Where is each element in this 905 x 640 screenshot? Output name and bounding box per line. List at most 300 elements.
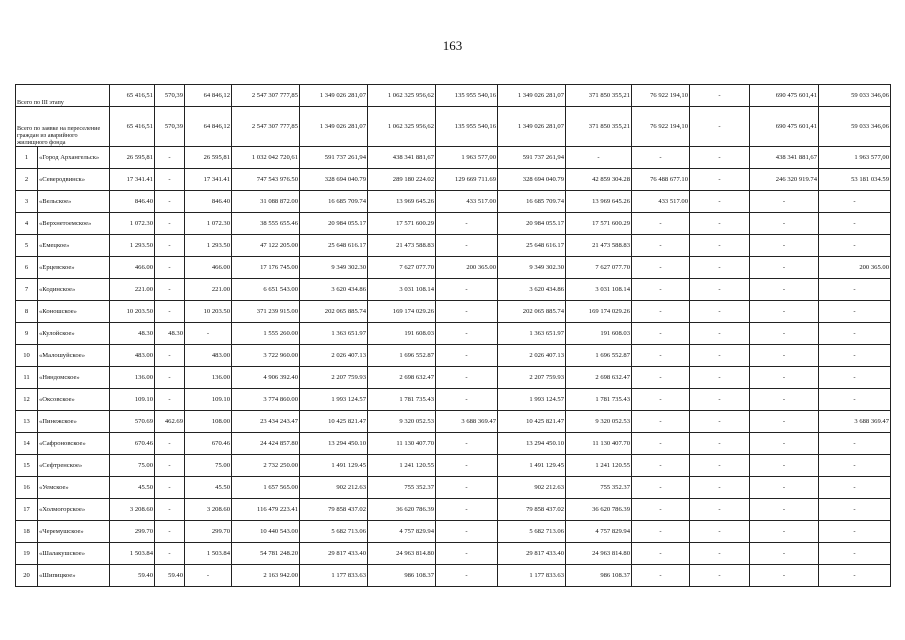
table-cell: 1 072.30 <box>185 213 232 235</box>
municipality-name: «Сафроновское» <box>38 433 110 455</box>
table-cell: 1 349 026 281,07 <box>300 85 368 107</box>
table-cell: - <box>690 565 750 587</box>
table-cell: 299.70 <box>110 521 155 543</box>
table-cell: 1 993 124.57 <box>300 389 368 411</box>
table-cell: 38 555 655.46 <box>232 213 300 235</box>
table-cell: - <box>750 389 819 411</box>
table-cell: 570,39 <box>155 107 185 147</box>
table-cell: 570.69 <box>110 411 155 433</box>
table-cell: 1 177 833.63 <box>300 565 368 587</box>
table-cell: - <box>436 213 498 235</box>
table-cell: - <box>750 477 819 499</box>
table-cell: - <box>690 279 750 301</box>
row-number: 18 <box>16 521 38 543</box>
municipality-name: «Верхнетоемское» <box>38 213 110 235</box>
table-cell: - <box>690 301 750 323</box>
table-cell: - <box>750 543 819 565</box>
table-cell: 2 207 759.93 <box>300 367 368 389</box>
table-cell: 755 352.37 <box>566 477 632 499</box>
table-cell: 221.00 <box>185 279 232 301</box>
table-cell: 13 294 450.10 <box>300 433 368 455</box>
table-cell: 4 757 829.94 <box>566 521 632 543</box>
table-cell: 2 698 632.47 <box>368 367 436 389</box>
table-cell: 7 627 077.70 <box>566 257 632 279</box>
municipality-name: «Малошуйское» <box>38 345 110 367</box>
table-cell: 3 208.60 <box>185 499 232 521</box>
table-cell: - <box>690 499 750 521</box>
table-cell: - <box>632 345 690 367</box>
table-cell: 3 031 108.14 <box>368 279 436 301</box>
table-cell: - <box>819 213 891 235</box>
row-number: 16 <box>16 477 38 499</box>
table-row <box>16 389 891 411</box>
table-cell: 25 648 616.17 <box>498 235 566 257</box>
table-cell: 246 320 919.74 <box>750 169 819 191</box>
table-cell: - <box>819 279 891 301</box>
table-cell: 1 363 651.97 <box>300 323 368 345</box>
municipality-name: «Сефтренское» <box>38 455 110 477</box>
table-cell: - <box>819 455 891 477</box>
row-number: 9 <box>16 323 38 345</box>
row-number: 14 <box>16 433 38 455</box>
table-cell: 31 088 872.00 <box>232 191 300 213</box>
table-row <box>16 455 891 477</box>
table-cell: 64 846,12 <box>185 85 232 107</box>
table-cell: 1 503.84 <box>185 543 232 565</box>
table-cell: - <box>632 257 690 279</box>
table-cell: - <box>750 521 819 543</box>
table-cell: - <box>155 279 185 301</box>
table-cell: 902 212.63 <box>498 477 566 499</box>
table-cell: 466.00 <box>185 257 232 279</box>
table-cell: - <box>690 169 750 191</box>
table-cell: 1 363 651.97 <box>498 323 566 345</box>
table-row <box>16 301 891 323</box>
table-cell: - <box>155 147 185 169</box>
table-cell: 3 620 434.86 <box>498 279 566 301</box>
table-cell: - <box>819 367 891 389</box>
row-number: 11 <box>16 367 38 389</box>
table-cell: - <box>632 213 690 235</box>
table-cell: 986 108.37 <box>368 565 436 587</box>
row-number: 12 <box>16 389 38 411</box>
table-cell: - <box>750 499 819 521</box>
table-cell: 1 491 129.45 <box>498 455 566 477</box>
table-cell: - <box>436 389 498 411</box>
table-row <box>16 411 891 433</box>
table-cell: 3 722 960.00 <box>232 345 300 367</box>
table-cell: - <box>185 565 232 587</box>
table-cell: 65 416,51 <box>110 85 155 107</box>
table-cell: 17 571 600.29 <box>566 213 632 235</box>
table-cell: - <box>750 257 819 279</box>
table-cell: 747 543 976.50 <box>232 169 300 191</box>
table-cell: - <box>750 455 819 477</box>
table-cell: 1 241 120.55 <box>368 455 436 477</box>
table-cell: 47 122 205.00 <box>232 235 300 257</box>
table-row <box>16 169 891 191</box>
table-cell: - <box>819 477 891 499</box>
table-cell: - <box>690 521 750 543</box>
table-cell: 591 737 261,94 <box>300 147 368 169</box>
table-cell: - <box>819 191 891 213</box>
table-cell: - <box>819 323 891 345</box>
table-cell: 2 698 632.47 <box>566 367 632 389</box>
table-cell: 690 475 601,41 <box>750 107 819 147</box>
table-cell: 79 858 437.02 <box>498 499 566 521</box>
table-cell: - <box>436 279 498 301</box>
table-cell: - <box>690 85 750 107</box>
table-cell: 986 108.37 <box>566 565 632 587</box>
table-cell: - <box>750 565 819 587</box>
table-cell: - <box>155 235 185 257</box>
table-cell: - <box>155 191 185 213</box>
table-cell: 1 062 325 956,62 <box>368 107 436 147</box>
table-cell: - <box>819 389 891 411</box>
table-cell: - <box>750 367 819 389</box>
table-cell: 21 473 588.83 <box>566 235 632 257</box>
table-cell: 9 320 052.53 <box>566 411 632 433</box>
table-cell: 48.30 <box>110 323 155 345</box>
table-cell: - <box>750 301 819 323</box>
table-cell: 17 571 600.29 <box>368 213 436 235</box>
table-cell: 289 180 224.02 <box>368 169 436 191</box>
table-cell: 1 293.50 <box>185 235 232 257</box>
table-cell: 433 517.00 <box>632 191 690 213</box>
table-cell: - <box>690 345 750 367</box>
table-cell: - <box>436 345 498 367</box>
municipality-name: «Шипицкое» <box>38 565 110 587</box>
table-cell: 202 065 885.74 <box>498 301 566 323</box>
table-cell: 24 963 814.80 <box>566 543 632 565</box>
table-cell: - <box>632 433 690 455</box>
table-cell: 17 341.41 <box>110 169 155 191</box>
table-cell: - <box>819 521 891 543</box>
table-cell: 24 424 857.80 <box>232 433 300 455</box>
table-cell: - <box>819 235 891 257</box>
row-number: 8 <box>16 301 38 323</box>
table-cell: 1 555 260.00 <box>232 323 300 345</box>
table-cell: 59.40 <box>155 565 185 587</box>
table-cell: - <box>819 499 891 521</box>
table-cell: 200 365.00 <box>819 257 891 279</box>
table-cell: - <box>436 543 498 565</box>
municipality-name: «Емецкое» <box>38 235 110 257</box>
table-cell: - <box>819 565 891 587</box>
municipality-name: «Коношское» <box>38 301 110 323</box>
table-cell: 202 065 885.74 <box>300 301 368 323</box>
table-cell: 16 685 709.74 <box>300 191 368 213</box>
table-cell: 462.69 <box>155 411 185 433</box>
table-cell: 1 781 735.43 <box>368 389 436 411</box>
table-cell: 13 969 645.26 <box>368 191 436 213</box>
table-cell: 1 349 026 281,07 <box>498 85 566 107</box>
table-cell: - <box>632 455 690 477</box>
table-cell: 1 696 552.87 <box>566 345 632 367</box>
table-cell: - <box>690 323 750 345</box>
table-cell: 3 620 434.86 <box>300 279 368 301</box>
table-cell: - <box>632 499 690 521</box>
table-cell: - <box>690 543 750 565</box>
table-cell: 5 682 713.06 <box>300 521 368 543</box>
table-cell: 1 963 577,00 <box>436 147 498 169</box>
table-cell: 36 620 786.39 <box>368 499 436 521</box>
table-cell: - <box>690 367 750 389</box>
row-number: 10 <box>16 345 38 367</box>
table-cell: - <box>690 433 750 455</box>
table-cell: - <box>436 477 498 499</box>
table-cell: 169 174 029.26 <box>566 301 632 323</box>
table-cell: 670.46 <box>110 433 155 455</box>
table-cell: 846.40 <box>185 191 232 213</box>
table-cell: 10 425 821.47 <box>498 411 566 433</box>
municipality-name: «Шалакушское» <box>38 543 110 565</box>
row-number: 4 <box>16 213 38 235</box>
table-cell: 591 737 261,94 <box>498 147 566 169</box>
table-cell: 3 774 860.00 <box>232 389 300 411</box>
table-cell: 42 859 304.28 <box>566 169 632 191</box>
table-cell: - <box>750 235 819 257</box>
table-cell: 21 473 588.83 <box>368 235 436 257</box>
table-cell: - <box>632 477 690 499</box>
table-cell: 23 434 243.47 <box>232 411 300 433</box>
table-cell: 483.00 <box>185 345 232 367</box>
table-cell: - <box>632 565 690 587</box>
table-cell: 371 850 355,21 <box>566 85 632 107</box>
table-row <box>16 191 891 213</box>
table-cell: 1 032 042 720,61 <box>232 147 300 169</box>
row-number: 19 <box>16 543 38 565</box>
table-cell: - <box>155 389 185 411</box>
table-cell: - <box>750 433 819 455</box>
table-cell: 9 320 052.53 <box>368 411 436 433</box>
table-cell: 1 177 833.63 <box>498 565 566 587</box>
table-cell: 1 349 026 281,07 <box>498 107 566 147</box>
table-cell: - <box>690 411 750 433</box>
table-cell: 76 488 677.10 <box>632 169 690 191</box>
municipality-name: «Кулойское» <box>38 323 110 345</box>
table-cell: 26 595,81 <box>110 147 155 169</box>
table-cell: 570,39 <box>155 85 185 107</box>
table-row <box>16 477 891 499</box>
table-cell: - <box>155 455 185 477</box>
table-cell: 59 033 346,06 <box>819 85 891 107</box>
table-cell: 328 694 040.79 <box>300 169 368 191</box>
table-cell: - <box>632 147 690 169</box>
table-cell: - <box>632 367 690 389</box>
table-cell: - <box>819 543 891 565</box>
table-cell: - <box>436 521 498 543</box>
table-cell: - <box>690 257 750 279</box>
table-cell: - <box>155 169 185 191</box>
municipality-name: «Вельское» <box>38 191 110 213</box>
table-cell: 45.50 <box>110 477 155 499</box>
table-cell: 1 503.84 <box>110 543 155 565</box>
table-cell: 2 547 307 777,85 <box>232 107 300 147</box>
table-row <box>16 499 891 521</box>
table-cell: 438 341 881,67 <box>368 147 436 169</box>
table-cell: 10 203.50 <box>110 301 155 323</box>
table-cell: - <box>436 367 498 389</box>
table-cell: 26 595,81 <box>185 147 232 169</box>
table-cell: 64 846,12 <box>185 107 232 147</box>
table-cell: 200 365.00 <box>436 257 498 279</box>
table-cell: - <box>436 235 498 257</box>
table-cell: 1 241 120.55 <box>566 455 632 477</box>
table-cell: 433 517.00 <box>436 191 498 213</box>
table-cell: 1 993 124.57 <box>498 389 566 411</box>
municipality-name: «Уемское» <box>38 477 110 499</box>
row-number: 15 <box>16 455 38 477</box>
table-cell: 6 651 543.00 <box>232 279 300 301</box>
table-cell: 4 757 829.94 <box>368 521 436 543</box>
table-cell: - <box>690 389 750 411</box>
table-cell: 48.30 <box>155 323 185 345</box>
table-cell: 371 239 915.00 <box>232 301 300 323</box>
table-row <box>16 213 891 235</box>
table-cell: 902 212.63 <box>300 477 368 499</box>
table-cell: 75.00 <box>110 455 155 477</box>
table-cell: 59 033 346,06 <box>819 107 891 147</box>
table-cell: 17 341.41 <box>185 169 232 191</box>
table-cell: - <box>185 323 232 345</box>
table-cell: 10 425 821.47 <box>300 411 368 433</box>
table-cell: 466.00 <box>110 257 155 279</box>
table-cell: - <box>155 499 185 521</box>
table-cell: 10 440 543.00 <box>232 521 300 543</box>
table-cell: 59.40 <box>110 565 155 587</box>
table-cell: 1 781 735.43 <box>566 389 632 411</box>
table-cell: - <box>155 543 185 565</box>
table-cell: 3 031 108.14 <box>566 279 632 301</box>
table-cell: 3 208.60 <box>110 499 155 521</box>
table-cell: 11 130 407.70 <box>566 433 632 455</box>
table-cell: 191 608.03 <box>566 323 632 345</box>
table-row <box>16 279 891 301</box>
table-cell: - <box>690 477 750 499</box>
table-cell: 2 207 759.93 <box>498 367 566 389</box>
table-cell: 5 682 713.06 <box>498 521 566 543</box>
table-cell: - <box>632 543 690 565</box>
row-number: 6 <box>16 257 38 279</box>
row-number: 5 <box>16 235 38 257</box>
table-cell: 2 732 250.00 <box>232 455 300 477</box>
table-cell: 1 963 577,00 <box>819 147 891 169</box>
table-cell: - <box>436 323 498 345</box>
table-cell: 109.10 <box>110 389 155 411</box>
table-cell: 13 969 645.26 <box>566 191 632 213</box>
table-cell: - <box>155 257 185 279</box>
table-cell: - <box>155 345 185 367</box>
table-cell: 24 963 814.80 <box>368 543 436 565</box>
table-cell: 371 850 355,21 <box>566 107 632 147</box>
table-cell: 1 349 026 281,07 <box>300 107 368 147</box>
table-cell: 1 072.30 <box>110 213 155 235</box>
table-cell: - <box>632 235 690 257</box>
table-row <box>16 543 891 565</box>
table-cell: 116 479 223.41 <box>232 499 300 521</box>
table-cell: 846.40 <box>110 191 155 213</box>
table-cell: 3 688 369.47 <box>436 411 498 433</box>
table-cell: - <box>750 323 819 345</box>
table-cell: - <box>690 235 750 257</box>
table-row <box>16 345 891 367</box>
summary-row <box>16 85 891 107</box>
table-cell: 13 294 450.10 <box>498 433 566 455</box>
table-cell: 2 163 942.00 <box>232 565 300 587</box>
table-cell: 755 352.37 <box>368 477 436 499</box>
table-cell: 45.50 <box>185 477 232 499</box>
table-cell: 2 547 307 777,85 <box>232 85 300 107</box>
table-cell: - <box>155 433 185 455</box>
table-cell: 328 694 040.79 <box>498 169 566 191</box>
table-cell: 20 984 055.17 <box>300 213 368 235</box>
row-number: 13 <box>16 411 38 433</box>
table-cell: - <box>750 213 819 235</box>
table-cell: 4 906 392.40 <box>232 367 300 389</box>
table-cell: 9 349 302.30 <box>498 257 566 279</box>
table-cell: - <box>819 301 891 323</box>
table-body <box>16 85 891 587</box>
table-cell: - <box>750 345 819 367</box>
table-cell: - <box>819 345 891 367</box>
table-cell: 483.00 <box>110 345 155 367</box>
summary-label: Всего по III этапу <box>16 85 110 107</box>
table-cell: 299.70 <box>185 521 232 543</box>
table-row <box>16 235 891 257</box>
data-table <box>15 84 891 587</box>
municipality-name: «Оксовское» <box>38 389 110 411</box>
table-cell: 109.10 <box>185 389 232 411</box>
table-cell: - <box>690 191 750 213</box>
table-cell: 670.46 <box>185 433 232 455</box>
table-cell: - <box>690 455 750 477</box>
table-cell: 438 341 881,67 <box>750 147 819 169</box>
table-cell: 135 955 540,16 <box>436 107 498 147</box>
table-cell: - <box>632 521 690 543</box>
table-row <box>16 367 891 389</box>
table-cell: 1 657 565.00 <box>232 477 300 499</box>
row-number: 17 <box>16 499 38 521</box>
table-cell: 2 026 407.13 <box>300 345 368 367</box>
table-cell: 108.00 <box>185 411 232 433</box>
table-cell: 10 203.50 <box>185 301 232 323</box>
municipality-name: «Холмогорское» <box>38 499 110 521</box>
table-cell: - <box>690 147 750 169</box>
table-cell: - <box>632 389 690 411</box>
table-cell: 54 781 248.20 <box>232 543 300 565</box>
table-cell: 76 922 194,10 <box>632 107 690 147</box>
table-cell: - <box>819 433 891 455</box>
table-cell: 11 130 407.70 <box>368 433 436 455</box>
table-cell: 29 817 433.40 <box>300 543 368 565</box>
table-cell: - <box>690 213 750 235</box>
municipality-name: «Кодинское» <box>38 279 110 301</box>
table-cell: 135 955 540,16 <box>436 85 498 107</box>
table-cell: 690 475 601,41 <box>750 85 819 107</box>
table-cell: 53 181 034.59 <box>819 169 891 191</box>
table-cell: - <box>436 499 498 521</box>
row-number: 1 <box>16 147 38 169</box>
table-cell: 17 176 745.00 <box>232 257 300 279</box>
table-cell: 191 608.03 <box>368 323 436 345</box>
table-cell: 79 858 437.02 <box>300 499 368 521</box>
summary-row <box>16 107 891 147</box>
municipality-name: «Город Архангельск» <box>38 147 110 169</box>
row-number: 3 <box>16 191 38 213</box>
table-cell: - <box>750 191 819 213</box>
table-cell: - <box>436 301 498 323</box>
